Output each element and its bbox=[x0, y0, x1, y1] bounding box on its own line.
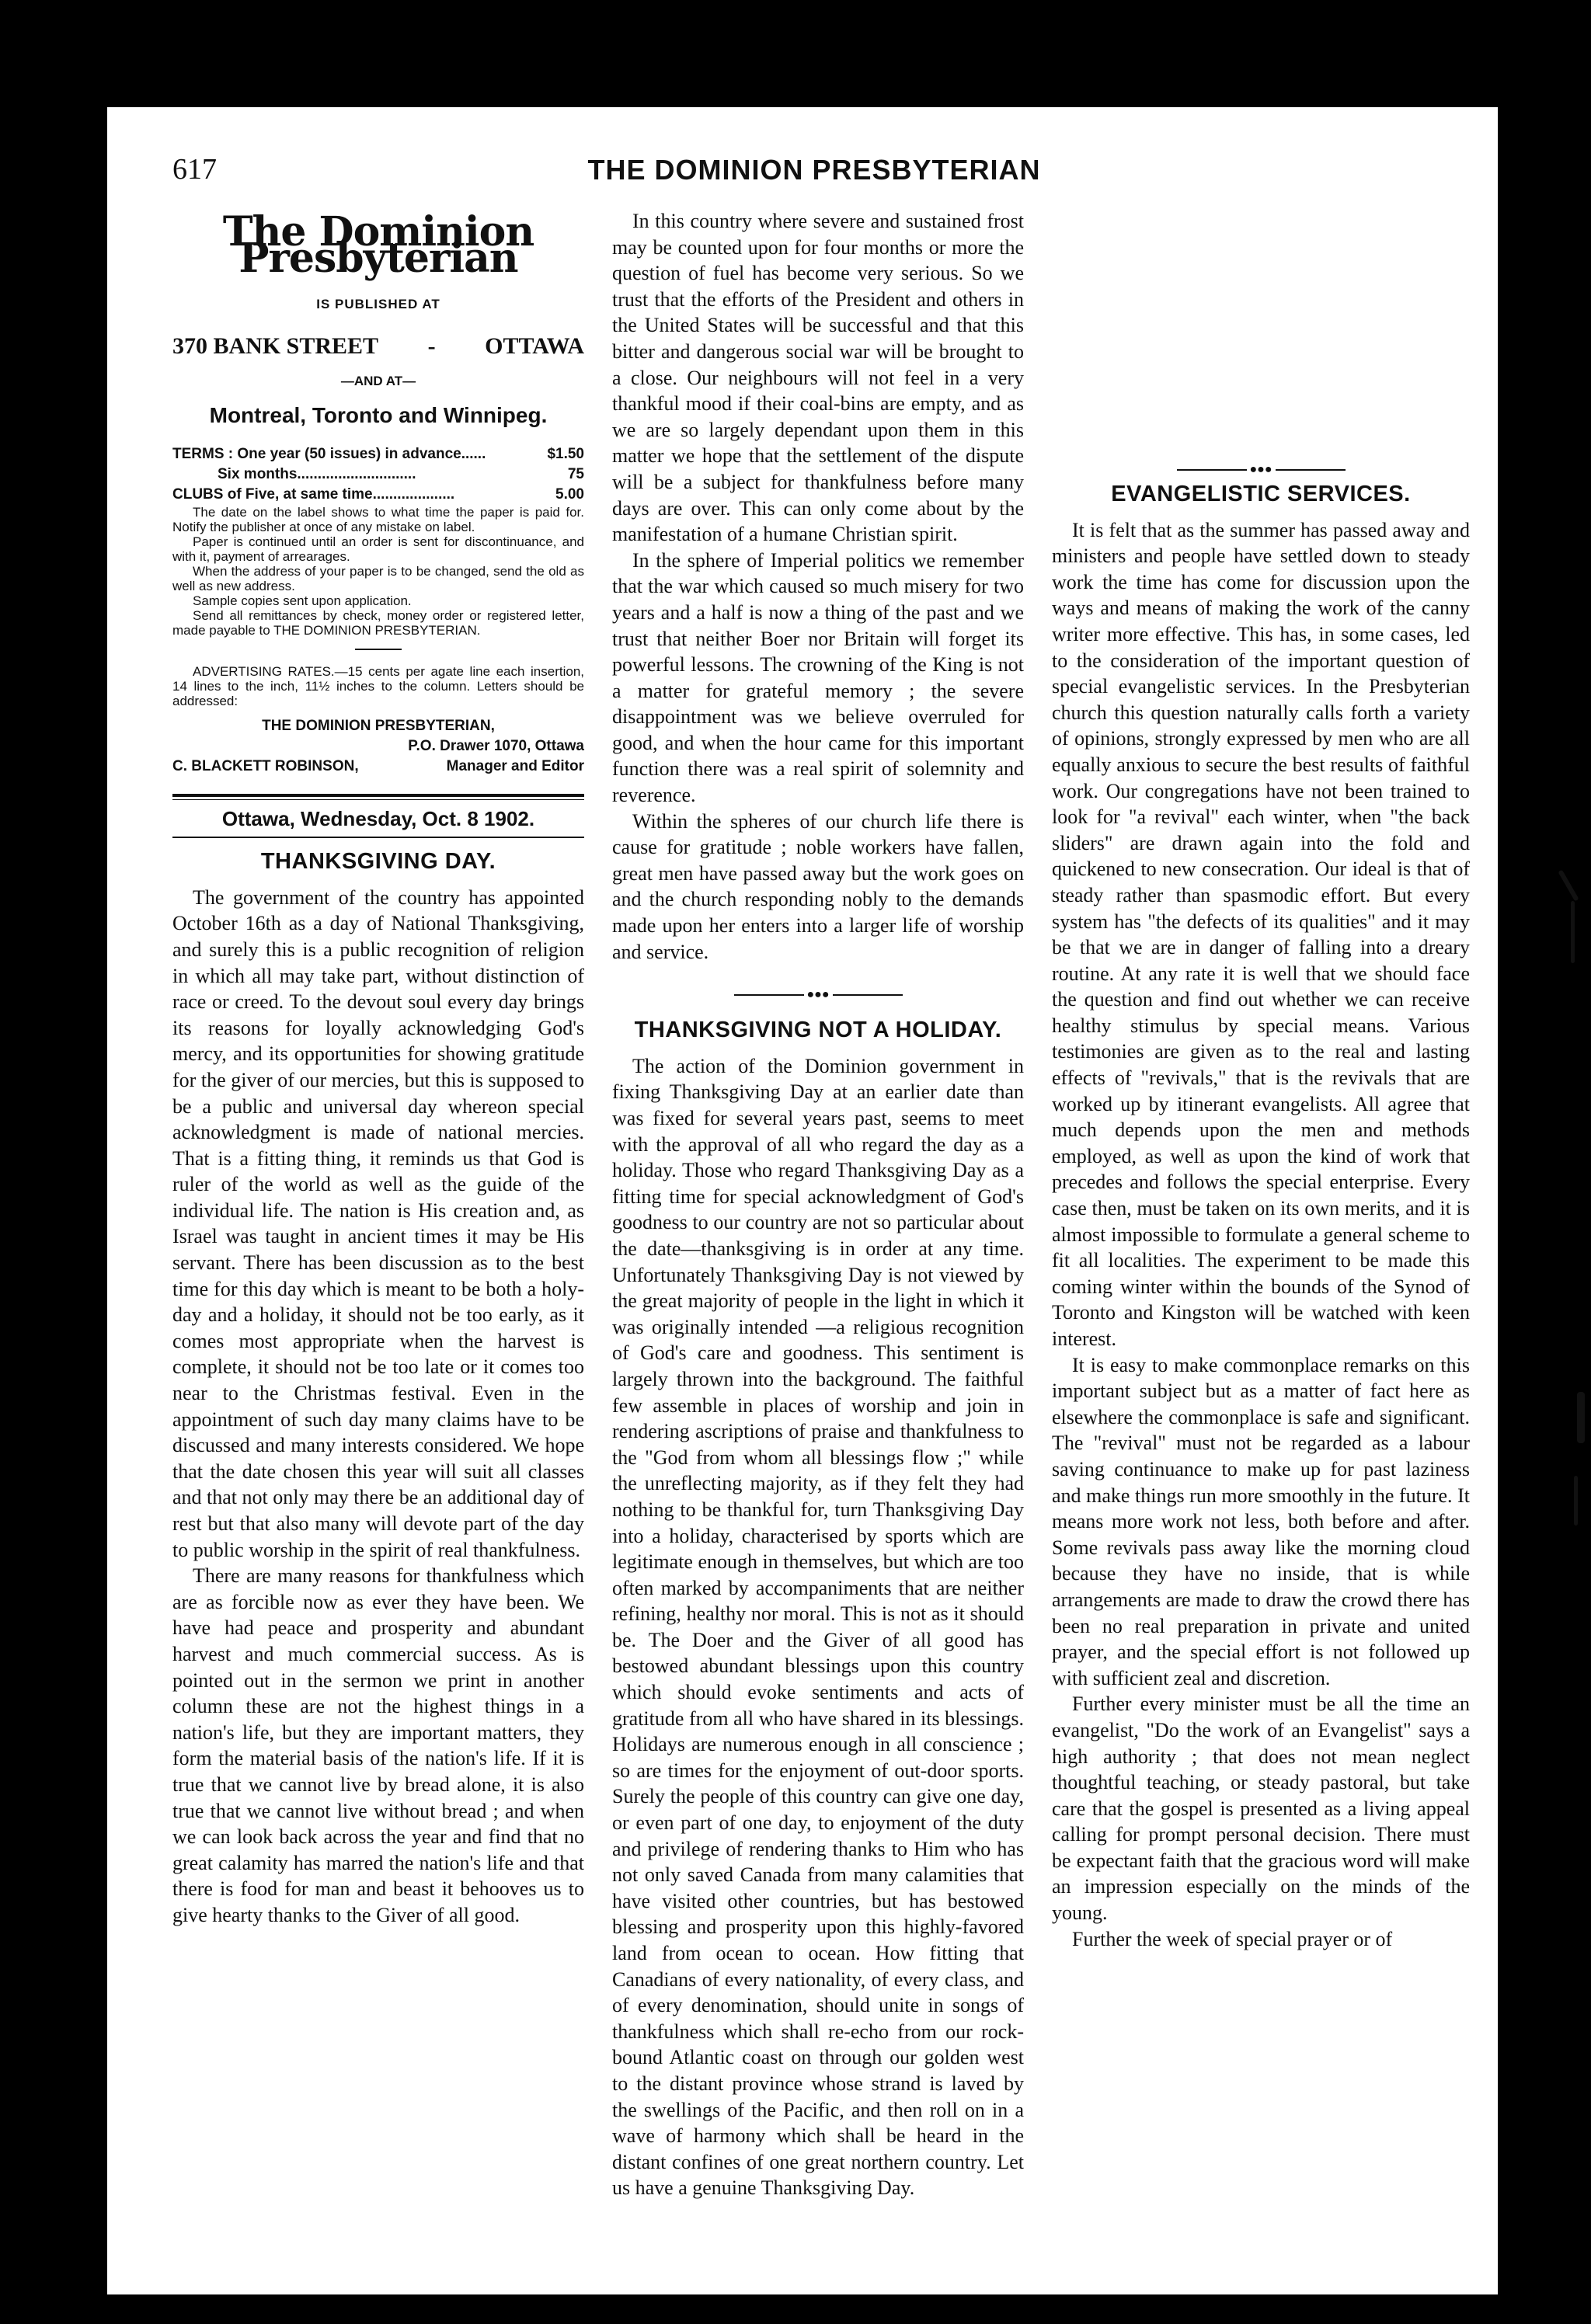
scan-mark bbox=[1574, 1476, 1578, 1526]
divider-line bbox=[734, 994, 804, 996]
thin-rule bbox=[172, 837, 584, 838]
scan-mark bbox=[1558, 869, 1579, 901]
divider-line bbox=[1276, 469, 1346, 471]
masthead-title: The Dominion Presbyterian bbox=[222, 208, 534, 282]
newspaper-page bbox=[107, 107, 1498, 2294]
branch-cities: Montreal, Toronto and Winnipeg. bbox=[209, 402, 548, 427]
section-divider bbox=[1052, 463, 1470, 476]
section-divider bbox=[612, 988, 1024, 1002]
article-paragraph: In this country where severe and sustained frost may be counted upon for four months or more the question of fuel has become very serious. So we trust that the efforts of the President and others in the United States will be successful and that this bitter and dangerous social war will be brought to a close. Our neighbours will not feel in a very thankful mood if their coal-bins are empty, and as we are so largely dependant upon them in this matter we hope that the settlement of the dispute will be a subject for thankfulness before many days are over. This can only come about by the manifestation of a humane Christian spirit. bbox=[612, 210, 1024, 546]
editor-line bbox=[172, 757, 584, 777]
terms-row bbox=[172, 485, 584, 505]
double-rule bbox=[172, 794, 584, 800]
terms-row bbox=[172, 444, 584, 464]
street-address bbox=[172, 333, 584, 360]
article-paragraph: Further every minister must be all the time an evangelist, "Do the work of an Evangelist" says a high authority ; that does not mean neglect thoughtful teaching, or steady pastoral, but take care that the gospel is presented as a living appeal calling for prompt personal decision. There must be expectant faith that the gracious word will make an impression especially on the minds of the young. bbox=[1052, 1693, 1470, 1925]
article-heading: THANKSGIVING NOT A HOLIDAY. bbox=[634, 1018, 1002, 1043]
terms-price: 5.00 bbox=[555, 485, 584, 503]
mailing-address bbox=[172, 716, 584, 777]
subscription-notice: Send all remittances by check, money order or registered letter, made payable to THE DOMINION PRESBYTERIAN. bbox=[172, 607, 584, 638]
terms-row bbox=[172, 464, 584, 485]
divider-dot: ●●● bbox=[806, 988, 830, 1002]
article-paragraph: It is felt that as the summer has passed away and ministers and people have settled down to steady work the time has come for discussion upon the ways and means of making the work of the canny writer more effective. This has, in some cases, led to the consideration of the important question of special evangelistic services. In the Presbyterian church this question naturally calls forth a variety of opinions, strongly expressed by men who are all equally anxious to secure the best results of faithful work. Our congregations have not been trained to look for "a revival" each winter, when "the back sliders" are drawn again into the fold and quickened to new consecration. Our ideal is that of steady rather than spasmodic effort. But every system has "the defects of its qualities" and it may be that we are in danger of falling into a dreary routine. At any rate it is well that we should face the question and find out whether we can receive healthy stimulus by special means. Various testimonies are given as to the real and lasting effects of "revivals," that is the revivals that are worked up by itinerant evangelists. All agree that much depends upon the men and methods employed, as well as upon the kind of work that precedes and follows the special enterprise. Every case then, must be taken on its own merits, and it is almost impossible to formulate a general scheme to fit all localities. The experiment to be made this coming winter within the bounds of the Synod of Toronto and Kingston will be watched with keen interest. bbox=[1052, 518, 1470, 1350]
dateline: Ottawa, Wednesday, Oct. 8 1902. bbox=[221, 806, 535, 830]
address-separator: - bbox=[427, 332, 436, 359]
page-header bbox=[172, 152, 1456, 190]
subscription-notice: When the address of your paper is to be changed, send the old as well as new address. bbox=[172, 563, 584, 593]
published-at: IS PUBLISHED AT bbox=[316, 297, 440, 312]
street: 370 BANK STREET bbox=[172, 332, 379, 359]
article-heading: THANKSGIVING DAY. bbox=[260, 849, 496, 875]
article-paragraph: The government of the country has appointed October 16th as a day of National Thanksgiving, and surely this is a public recognition of religion in which all may take part, without distinction of race or creed. To the devout soul every day brings its reasons for loyally acknowledging God's mercy, and its opportunities for showing gratitude for the giver of our mercies, but this is supposed to be a public and universal day whereon special acknowledgment is made of national mercies. That is a fitting thing, it reminds us that God is ruler of the world as well as the guide of the individual life. The nation is His creation and, as Israel was taught in ancient times it may be His servant. There has been discussion as to the best time for this day which is meant to be both a holy-day and a holiday, it should not be too early, as it comes most appropriate when the harvest is complete, it should not be too late or it comes too near to the Christmas festival. Even in the appointment of such day many claims have to be discussed and many interests considered. We hope that the date chosen this year will suit all classes and that not only may there be an additional day of rest but that also many will devote part of the day to public worship in the spirit of real thankfulness. bbox=[172, 885, 584, 1561]
divider-line bbox=[1177, 469, 1247, 471]
subscription-notice: The date on the label shows to what time the paper is paid for. Notify the publisher at once of any mistake on label. bbox=[172, 504, 584, 534]
short-rule bbox=[355, 649, 402, 650]
article-paragraph: In the sphere of Imperial politics we remember that the war which caused so much misery for two years and a half is now a thing of the past and we trust that neither Boer nor Britain will forget its powerful lessons. The crowning of the King is not a matter for grateful memory ; the severe disappointment was we believe overruled for good, and when the hour came for this important function there was a real spirit of solemnity and reverence. bbox=[612, 548, 1024, 807]
scan-mark bbox=[1571, 901, 1575, 963]
editor-title: Manager and Editor bbox=[446, 757, 584, 774]
divider-line bbox=[833, 994, 903, 996]
article-heading: EVANGELISTIC SERVICES. bbox=[1111, 482, 1411, 506]
and-at: —AND AT— bbox=[340, 374, 416, 389]
page-number: 617 bbox=[172, 153, 217, 186]
terms-label: Six months............................. bbox=[218, 465, 416, 482]
divider-dot: ●●● bbox=[1249, 463, 1272, 476]
terms-price: $1.50 bbox=[547, 445, 584, 462]
column-continuation-space bbox=[1052, 208, 1470, 463]
terms-label: TERMS : One year (50 issues) in advance...... bbox=[172, 445, 486, 462]
article-paragraph: Further the week of special prayer or of bbox=[1072, 1927, 1393, 1950]
column-one bbox=[172, 207, 584, 1929]
address-name: THE DOMINION PRESBYTERIAN, bbox=[262, 717, 495, 734]
article-paragraph: It is easy to make commonplace remarks on this important subject but as a matter of fact here as elsewhere the commonplace is safe and significant. The "revival" must not be regarded as a labour saving continuance to make up for past laziness and make things run more smoothly in the future. It means more work not less, both before and after. Some revivals pass away like the morning cloud because they have no inside, that is while arrangements are made to draw the crowd there has been no real preparation in private and united prayer, and the special effort is not followed up with sufficient zeal and discretion. bbox=[1052, 1353, 1470, 1689]
column-three bbox=[1052, 208, 1470, 1952]
article-paragraph: Within the spheres of our church life there is cause for gratitude ; noble workers have fallen, great men have passed away but the work goes on and the church responding nobly to the demands made upon her enters into a larger life of worship and service. bbox=[612, 809, 1024, 963]
running-head: THE DOMINION PRESBYTERIAN bbox=[587, 154, 1041, 186]
article-paragraph: The action of the Dominion government in fixing Thanksgiving Day at an earlier date than was fixed for several years past, seems to meet with the approval of all who regard the day as a holiday. Those who regard Thanksgiving Day as a fitting time for special acknowledgment of God's goodness to our country are not so particular about the date—thanksgiving is in order at any time. Unfortunately Thanksgiving Day is not viewed by the great majority of people in the light in which it was originally intended —a religious recognition of God's care and goodness. This sentiment is largely thrown into the background. The faithful few assemble in places of worship and join in rendering ascriptions of praise and thankfulness to the "God from whom all blessings flow ;" while the unreflecting majority, as if they felt they had nothing to be thankful for, turn Thanksgiving Day into a holiday, characterised by sports which are legitimate enough in themselves, but which are too often marked by accompaniments that are neither refining, healthy nor moral. This is not as it should be. The Doer and the Giver of all good has bestowed abundant blessings upon this country which should evoke sentiments and acts of gratitude from all who have shared in its blessings. Holidays are numerous enough in all conscience ; so are times for the enjoyment of out-door sports. Surely the people of this country can give one day, or even part of one day, to enjoyment of the duty and privilege of rendering thanks to Him who has not only saved Canada from many calamities that have visited other countries, but has bestowed blessing and prosperity upon this highly-favored land from ocean to ocean. How fitting that Canadians of every nationality, of every class, and of every denomination, should unite in songs of thankfulness which shall re-echo from our rock-bound Atlantic coast on through our golden west to the distant province whose strand is laved by the swellings of the Pacific, and then roll on in a wave of harmony which shall be heard in the distant confines of one great northern country. Let us have a genuine Thanksgiving Day. bbox=[612, 1054, 1024, 2200]
column-two bbox=[612, 208, 1024, 2201]
subscription-notice: Paper is continued until an order is sent for discontinuance, and with it, payment of arrearages. bbox=[172, 534, 584, 564]
address-po: P.O. Drawer 1070, Ottawa bbox=[408, 737, 584, 754]
city: OTTAWA bbox=[485, 332, 584, 359]
terms-label: CLUBS of Five, at same time.................... bbox=[172, 485, 455, 503]
terms-price: 75 bbox=[567, 465, 584, 482]
advertising-rates: ADVERTISING RATES.—15 cents per agate line each insertion, 14 lines to the inch, 11½ inches to the column. Letters should be addressed: bbox=[172, 663, 584, 708]
subscription-notice: Sample copies sent upon application. bbox=[193, 593, 412, 608]
scan-mark bbox=[1577, 1392, 1585, 1443]
article-paragraph: There are many reasons for thankfulness which are as forcible now as ever they have been. We have had peace and prosperity and abundant harvest and much commercial success. As is pointed out in the sermon we print in another column these are not the highest things in a nation's life, but they are important matters, they form the material basis of the nation's life. If it is true that we cannot live by bread alone, it is also true that we cannot live without bread ; and when we can look back across the year and find that no great calamity has marred the nation's life and that there is food for man and beast it behooves us to give hearty thanks to the Giver of all good. bbox=[172, 1564, 584, 1926]
editor-name: C. BLACKETT ROBINSON, bbox=[172, 757, 359, 774]
